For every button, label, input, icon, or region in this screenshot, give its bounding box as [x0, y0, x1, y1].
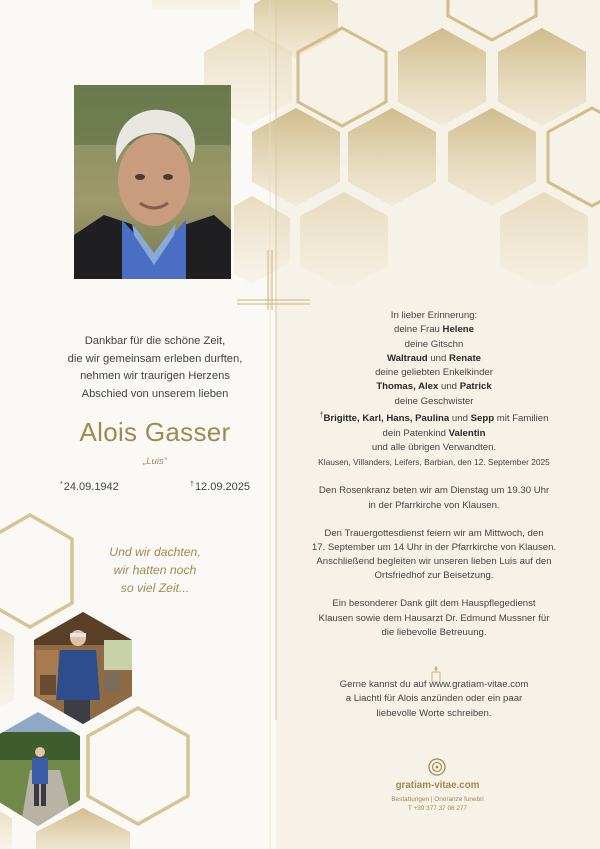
thanks-info [300, 597, 568, 640]
photo-workshop [30, 610, 140, 730]
intro-line: Abschied von unserem lieben [81, 387, 229, 400]
online-line: a Liachtl für Alois anzünden oder ein paar [345, 693, 523, 705]
gratiam-logo-icon [428, 758, 446, 776]
rosary-line: Den Rosenkranz beten wir am Dienstag um 19.30 Uhr [318, 485, 550, 497]
wife-prefix: deine Frau [394, 324, 443, 336]
godchild-prefix: dein Patenkind [382, 427, 449, 439]
gitschn-label: deine Gitschn [404, 338, 464, 350]
and-word: und [449, 413, 471, 425]
service-line: Ortsfriedhof zur Beisetzung. [374, 570, 494, 582]
birth-date: 24.09.1942 [63, 481, 119, 493]
daughter-1: Waltraud [386, 352, 428, 364]
deceased-name: Alois Gasser [79, 417, 231, 447]
siblings-last: Sepp [470, 413, 495, 425]
godchild-line [300, 427, 568, 441]
grandkids-1: Thomas, Alex [376, 381, 439, 393]
grandkids-label: deine geliebten Enkelkinder [375, 367, 493, 379]
quote-line: wir hatten noch [113, 563, 197, 577]
godchild-name: Valentin [448, 427, 486, 439]
service-info [300, 527, 568, 584]
photo-mountain-path [0, 710, 85, 830]
intro-text [40, 333, 270, 403]
portrait-photo [74, 85, 231, 279]
siblings-names: Brigitte, Karl, Hans, Paulina [323, 413, 450, 425]
intro-line: die wir gemeinsam erleben durften, [67, 352, 243, 365]
online-line: liebevolle Worte schreiben. [376, 707, 492, 719]
thanks-line: die liebevolle Betreuung. [381, 626, 487, 638]
grandkids-2: Patrick [459, 381, 492, 393]
thanks-line: Klausen sowie dem Hausarzt Dr. Edmund Mussner für [318, 612, 550, 624]
birth-symbol: * [60, 481, 63, 488]
grandkids-line [300, 380, 568, 394]
daughters-line [300, 352, 568, 366]
death-date: 12.09.2025 [194, 481, 250, 493]
rosary-info [300, 484, 568, 513]
siblings-cross: † [319, 412, 324, 420]
online-info [300, 678, 568, 721]
footer-services: Bestattungen | Onoranze funebri [391, 796, 484, 803]
memory-label: In lieber Erinnerung: [390, 310, 478, 321]
footer-brand: gratiam-vitae.com [395, 780, 480, 791]
intro-line: Dankbar für die schöne Zeit, [84, 335, 226, 347]
daughter-2: Renate [449, 352, 482, 364]
and-word: und [438, 381, 460, 393]
wife-name: Helene [442, 324, 474, 336]
siblings-label: deine Geschwister [394, 395, 474, 407]
death-symbol: † [190, 481, 194, 488]
service-line: Den Trauergottesdienst feiern wir am Mittwoch, den [324, 527, 544, 539]
footer-phone: T +39 377 37 08 277 [407, 805, 468, 812]
birth-date-group [60, 481, 119, 493]
death-date-group [190, 481, 250, 493]
nickname: „Luis“ [143, 456, 167, 467]
service-line: Anschließend begleiten wir unseren lieben Luis auf den [316, 556, 552, 568]
candle-icon [430, 666, 442, 682]
intro-line: nehmen wir traurigen Herzens [80, 370, 230, 382]
rosary-line: in der Pfarrkirche von Klausen. [368, 499, 500, 511]
place-date: Klausen, Villanders, Leifers, Barbian, den 12. September 2025 [318, 457, 550, 468]
online-line: Gerne kannst du auf www.gratiam-vitae.com [339, 679, 529, 691]
service-line: 17. September um 14 Uhr in der Pfarrkirche von Klausen. [311, 541, 557, 553]
quote [60, 543, 250, 597]
and-word: und [427, 352, 450, 364]
life-dates [60, 481, 250, 493]
siblings-suffix: mit Familien [494, 413, 549, 425]
others-line: und alle übrigen Verwandten. [371, 441, 497, 453]
quote-line: so viel Zeit... [120, 581, 190, 595]
quote-line: Und wir dachten, [109, 545, 201, 559]
thanks-line: Ein besonderer Dank gilt dem Hauspflegedienst [332, 598, 536, 610]
siblings-line [300, 409, 568, 426]
wife-line [300, 323, 568, 337]
